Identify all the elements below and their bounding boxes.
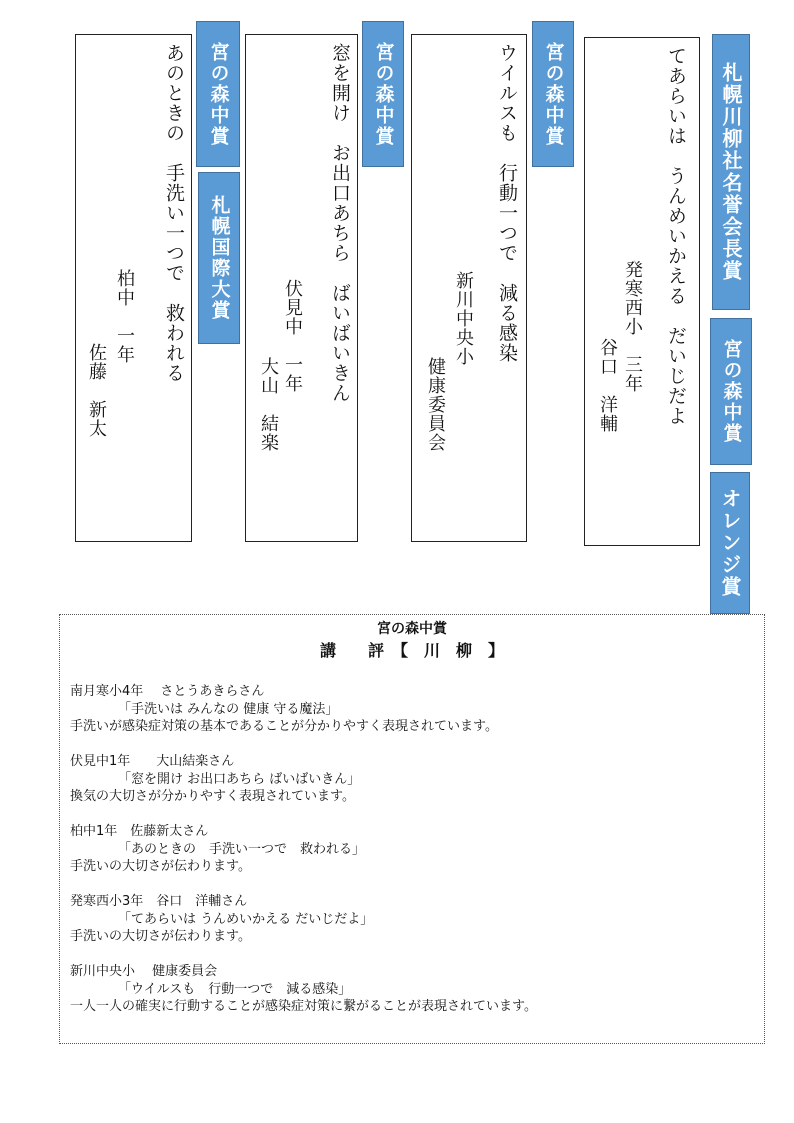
author-name: 大山 結楽: [258, 357, 279, 452]
review-comment: 一人一人の確実に行動することが感染症対策に繋がることが表現されています。: [70, 999, 537, 1014]
review-title: 宮の森中賞: [377, 621, 447, 637]
review-comment: 換気の大切さが分かりやすく表現されています。: [70, 789, 355, 804]
author-name: 健康委員会: [425, 357, 446, 452]
award-badge: 宮の森中賞: [362, 21, 404, 167]
review-author: 発寒西小3年 谷口 洋輔さん: [70, 894, 248, 909]
review-quote: 「てあらいは うんめいかえる だいじだよ」: [118, 911, 374, 927]
review-author: 柏中1年 佐藤新太さん: [70, 824, 209, 839]
review-entry: [70, 893, 760, 946]
review-author: 新川中央小 健康委員会: [70, 964, 218, 979]
review-entry: [70, 823, 760, 876]
review-quote: 「あのときの 手洗い一つで 救われる」: [118, 841, 366, 857]
review-entry: [70, 753, 760, 806]
author-school: 新川中央小: [453, 271, 474, 366]
review-entries: [70, 683, 760, 1033]
review-subtitle: 講 評 【 川 柳 】: [319, 641, 504, 660]
senryu-card-2: [411, 34, 527, 542]
award-badge: 札幌国際大賞: [198, 172, 240, 344]
review-author: 伏見中1年 大山結楽さん: [70, 754, 235, 769]
poem-text: 窓を開け お出口あちら ばいばいきん: [329, 43, 351, 403]
award-badge: 札幌川柳社名誉会長賞: [712, 34, 750, 310]
poem-text: ウイルスも 行動一つで 減る感染: [496, 43, 518, 363]
senryu-card-3: [245, 34, 358, 542]
senryu-card-4: [75, 34, 192, 542]
author-school: 伏見中 一年: [282, 279, 303, 393]
author-name: 佐藤 新太: [86, 343, 107, 438]
senryu-card-1: [584, 37, 700, 546]
review-author: 南月寒小4年 さとうあきらさん: [70, 684, 265, 699]
award-badge: 宮の森中賞: [710, 318, 752, 465]
poem-text: てあらいは うんめいかえる だいじだよ: [665, 46, 687, 426]
award-badge: 宮の森中賞: [532, 21, 574, 167]
author-school: 発寒西小 三年: [622, 260, 643, 393]
review-comment: 手洗いが感染症対策の基本であることが分かりやすく表現されています。: [70, 719, 498, 734]
author-name: 谷口 洋輔: [597, 338, 618, 433]
review-quote: 「手洗いは みんなの 健康 守る魔法」: [118, 701, 339, 717]
review-entry: [70, 683, 760, 736]
poem-text: あのときの 手洗い一つで 救われる: [163, 43, 185, 383]
review-quote: 「ウイルスも 行動一つで 減る感染」: [118, 981, 352, 997]
review-entry: [70, 963, 760, 1016]
award-badge: 宮の森中賞: [196, 21, 240, 167]
review-comment: 手洗いの大切さが伝わります。: [70, 859, 251, 874]
award-badge: オレンジ賞: [710, 472, 750, 614]
review-box: [59, 614, 765, 1044]
author-school: 柏中 一年: [114, 269, 135, 364]
review-quote: 「窓を開け お出口あちら ばいばいきん」: [118, 771, 361, 787]
review-comment: 手洗いの大切さが伝わります。: [70, 929, 251, 944]
